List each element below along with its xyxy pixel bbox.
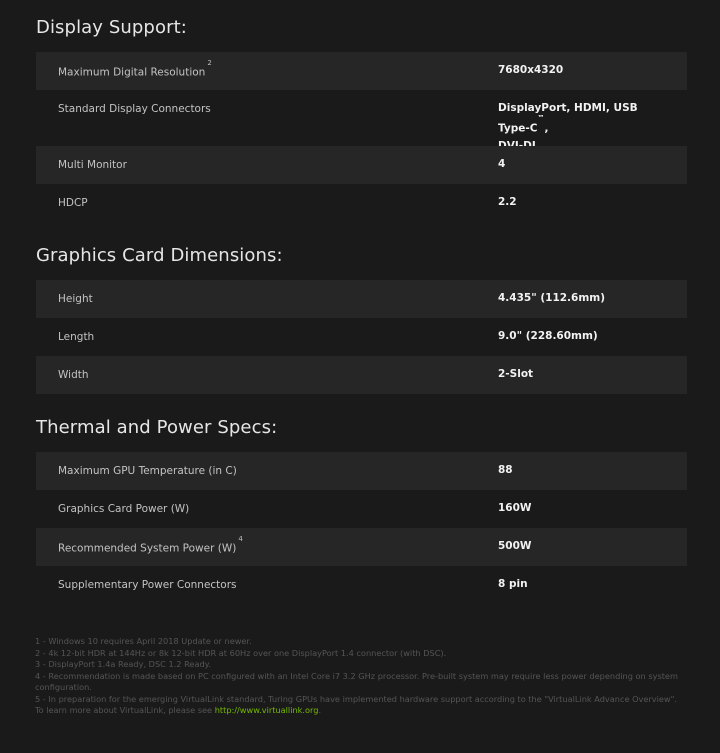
footnotes — [35, 636, 685, 717]
spec-row-length — [36, 318, 687, 356]
dimensions-table — [36, 280, 687, 394]
spec-row-card-power — [36, 490, 687, 528]
spec-label: Multi Monitor — [58, 159, 127, 171]
spec-value: 7680x4320 — [498, 64, 564, 76]
footnote-4: 4 - Recommendation is made based on PC configured with an Intel Core i7 3.2 GHz processor. Pre-built system may require less power depending on system configuration. — [35, 670, 678, 692]
section-title-thermal-power: Thermal and Power Specs: — [36, 417, 278, 438]
spec-label: Width — [58, 369, 89, 381]
spec-label: Height — [58, 293, 93, 305]
spec-row-max-resolution — [36, 52, 687, 90]
spec-value: 160W — [498, 502, 532, 514]
spec-label: Recommended System Power (W)$^4$ — [58, 535, 243, 555]
spec-row-height — [36, 280, 687, 318]
spec-value: 9.0" (228.60mm) — [498, 330, 598, 342]
spec-row-recommended-power — [36, 528, 687, 566]
spec-row-power-connectors — [36, 566, 687, 604]
spec-row-multi-monitor — [36, 146, 687, 184]
footnote-5: 5 - In preparation for the emerging VirtualLink standard, Turing GPUs have implemented hardware support according to the "VirtualLink Advance Overview". To learn more about VirtualLink, please see http://www.virtuallink.org. — [35, 693, 677, 715]
footnote-2: 2 - 4k 12-bit HDR at 144Hz or 8k 12-bit HDR at 60Hz over one DisplayPort 1.4 connector (with DSC). — [35, 647, 447, 658]
spec-value: 500W — [498, 540, 532, 552]
spec-label: Maximum GPU Temperature (in C) — [58, 465, 237, 477]
thermal-power-table — [36, 452, 687, 604]
spec-label: HDCP — [58, 197, 88, 209]
spec-row-max-gpu-temp — [36, 452, 687, 490]
spec-value: 2.2 — [498, 196, 517, 208]
spec-value: 4 — [498, 158, 506, 170]
spec-row-display-connectors — [36, 90, 687, 146]
spec-row-width — [36, 356, 687, 394]
virtuallink-link[interactable]: http://www.virtuallink.org — [214, 705, 319, 715]
spec-value: DisplayPort, HDMI, USB Type-C™, — [498, 102, 638, 135]
spec-row-hdcp — [36, 184, 687, 222]
spec-value: 2-Slot — [498, 368, 534, 380]
spec-label: Standard Display Connectors — [58, 103, 211, 115]
spec-label: Length — [58, 331, 95, 343]
spec-label: Supplementary Power Connectors — [58, 579, 237, 591]
spec-label: Maximum Digital Resolution$^2$ — [58, 59, 212, 79]
spec-value: 8 pin — [498, 578, 528, 590]
display-support-table — [36, 52, 687, 222]
section-title-display-support: Display Support: — [36, 17, 187, 38]
footnote-ref: 2 — [207, 59, 212, 67]
spec-value: 88 — [498, 464, 513, 476]
trademark-symbol: ™ — [537, 114, 545, 122]
spec-label: Graphics Card Power (W) — [58, 503, 190, 515]
footnote-1: 1 - Windows 10 requires April 2018 Update or newer. — [35, 636, 252, 646]
spec-value: 4.435" (112.6mm) — [498, 292, 606, 304]
section-title-dimensions: Graphics Card Dimensions: — [36, 245, 283, 266]
footnote-3: 3 - DisplayPort 1.4a Ready, DSC 1.2 Ready. — [35, 659, 211, 669]
footnote-ref: 4 — [238, 535, 243, 543]
